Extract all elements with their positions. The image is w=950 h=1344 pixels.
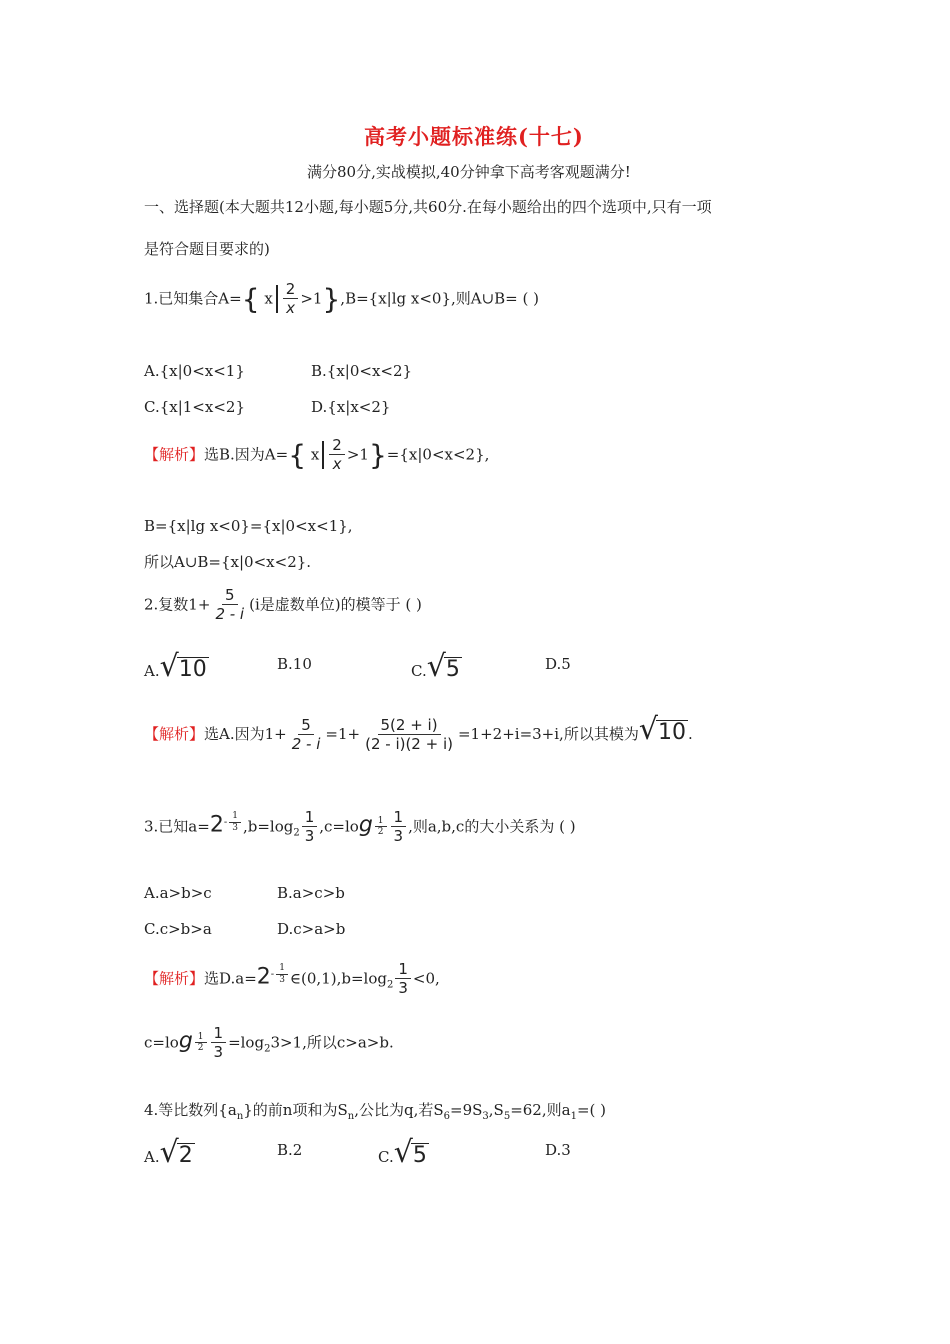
q1-option-a: A.{x|0<x<1} <box>144 362 245 380</box>
q3-solution-c-sub: 2 <box>264 1043 271 1055</box>
q4-option-c <box>378 1135 429 1170</box>
q4-sub-n: n <box>347 1111 355 1122</box>
q3-exp-num: 1 <box>276 963 288 975</box>
q2-solution <box>144 712 693 754</box>
q2-solution-fraction1 <box>289 716 324 755</box>
q3-solution-c-rest: =log <box>228 1033 265 1052</box>
q1-option-b: B.{x|0<x<2} <box>311 362 413 380</box>
q2-frac2-num: 5(2 + i) <box>378 716 441 735</box>
sqrt-icon: √ 5 <box>393 1135 427 1170</box>
q2-frac-den: 2 - i <box>291 734 321 753</box>
q4-option-a-value: 2 <box>178 1142 193 1168</box>
q1-gt: >1 <box>346 445 369 464</box>
q4-text-1: 4.等比数列{a <box>144 1101 237 1119</box>
q4-text-6: =62,则a <box>510 1101 571 1119</box>
q3-solution-c-prefix: c=lo <box>144 1033 179 1052</box>
q4-text-5: ,S <box>488 1101 504 1119</box>
q1-solution-line3: 所以A∪B={x|0<x<2}. <box>144 553 312 571</box>
q2-option-c <box>411 649 462 684</box>
q2-frac-den: 2 - i <box>215 605 245 623</box>
q2-option-a-label: A. <box>144 662 160 680</box>
q4-option-c-value: 5 <box>412 1142 427 1168</box>
q1-solution-a: 选B.因为A= <box>204 445 289 464</box>
q1-rest: ,B={x|lg x<0},则A∪B= ( ) <box>340 289 539 308</box>
question-1-stem <box>144 280 539 319</box>
q3-c-frac-num: 1 <box>391 808 407 827</box>
q4-text-3: ,公比为q,若S <box>354 1101 444 1119</box>
q4-sub-n: n <box>236 1111 244 1122</box>
q3-rest: ,则a,b,c的大小关系为 ( ) <box>408 817 576 836</box>
sqrt-icon: √ 5 <box>426 649 460 684</box>
q3-c-frac-den: 3 <box>393 827 404 845</box>
q4-text-4: =9S <box>450 1101 483 1119</box>
page-title: 高考小题标准练(十七) <box>364 124 584 149</box>
q1-solution-line2: B={x|lg x<0}={x|0<x<1}, <box>144 517 353 535</box>
q3-b-sub: 2 <box>386 979 394 991</box>
q4-option-d: D.3 <box>545 1141 571 1159</box>
q3-solution-b-fraction <box>395 960 411 999</box>
q4-option-c-label: C. <box>378 1148 394 1166</box>
q3-b-frac-num: 1 <box>302 808 318 827</box>
q2-fraction <box>212 586 247 625</box>
q2-solution-eq: =1+ <box>325 725 361 743</box>
q3-exp-den: 3 <box>279 974 285 985</box>
q3-b-fraction <box>302 808 318 847</box>
q3-b-part: ,b=log <box>242 817 294 836</box>
section-instructions-line2: 是符合题目要求的) <box>144 240 270 258</box>
q4-option-a <box>144 1135 195 1170</box>
q3-solution-a: 选D.a= <box>204 969 257 988</box>
q3-exponent: - 1 3 <box>271 969 290 980</box>
q2-solution-rest: =1+2+i=3+i,所以其模为 <box>457 725 639 743</box>
q3-option-c: C.c>b>a <box>144 920 212 938</box>
section-instructions-line1: 一、选择题(本大题共12小题,每小题5分,共60分.在每小题给出的四个选项中,只有一项 <box>144 198 712 216</box>
q2-frac-num: 5 <box>222 586 238 605</box>
right-brace: } <box>368 438 387 472</box>
q3-base: 2 <box>209 812 224 838</box>
q1-set-var: x <box>264 289 273 308</box>
q1-solution-line1 <box>144 436 489 475</box>
q4-sub-1: 1 <box>570 1111 577 1122</box>
q1-prefix: 1.已知集合A= <box>144 289 242 308</box>
q3-option-d: D.c>a>b <box>277 920 346 938</box>
q2-option-b: B.10 <box>277 655 312 673</box>
q4-option-a-label: A. <box>144 1148 160 1166</box>
q3-c-sub-den: 2 <box>377 827 384 838</box>
q3-c-g: g <box>178 1028 193 1054</box>
q3-c-sub-num: 1 <box>195 1032 207 1044</box>
q3-c-frac-den: 3 <box>213 1043 224 1061</box>
q2-solution-fraction2 <box>362 716 456 755</box>
q2-option-d: D.5 <box>545 655 571 673</box>
q3-b-frac-den: 3 <box>398 979 408 997</box>
q3-c-part: ,c=lo <box>319 817 359 836</box>
q2-option-c-label: C. <box>411 662 427 680</box>
q4-sub-5: 5 <box>503 1111 511 1122</box>
q1-frac-den: x <box>332 455 342 473</box>
q3-b-sub: 2 <box>293 827 300 839</box>
q1-set-var: x <box>310 445 320 464</box>
sqrt-icon: √ 10 <box>159 649 207 684</box>
q3-solution-c-fraction <box>211 1024 227 1063</box>
set-bar <box>322 441 324 469</box>
q2-frac-num: 5 <box>298 716 314 735</box>
q3-base: 2 <box>256 964 271 990</box>
q3-exp-num: 1 <box>229 811 241 823</box>
q3-prefix: 3.已知a= <box>144 817 210 836</box>
subtitle: 满分80分,实战模拟,40分钟拿下高考客观题满分! <box>307 163 631 181</box>
q4-option-b: B.2 <box>277 1141 303 1159</box>
q1-fraction <box>283 280 299 319</box>
q3-c-sub-num: 1 <box>375 816 387 828</box>
question-3-stem <box>144 808 576 847</box>
q2-prefix: 2.复数1+ <box>144 595 211 614</box>
q2-solution-a: 选A.因为1+ <box>204 725 287 743</box>
q3-c-subscript <box>195 1032 207 1055</box>
q3-c-frac-num: 1 <box>211 1024 227 1043</box>
q1-option-c: C.{x|1<x<2} <box>144 398 245 416</box>
q3-c-subscript <box>375 816 387 839</box>
q1-option-d: D.{x|x<2} <box>311 398 391 416</box>
q1-solution-a-rest: ={x|0<x<2}, <box>386 445 490 464</box>
q3-c-sub-den: 2 <box>197 1043 204 1054</box>
q2-solution-end: . <box>687 725 693 743</box>
q3-solution-end1: <0, <box>412 969 440 988</box>
sqrt-icon: √ 2 <box>159 1135 193 1170</box>
q3-exponent: - 1 3 <box>224 817 243 828</box>
q2-option-a <box>144 649 209 684</box>
q2-rest: (i是虚数单位)的模等于 ( ) <box>249 595 422 614</box>
q3-b-frac-den: 3 <box>304 827 315 845</box>
left-brace: { <box>288 438 307 472</box>
q1-frac-den: x <box>286 299 296 317</box>
q1-gt: >1 <box>300 289 323 308</box>
q3-exp-den: 3 <box>232 822 238 833</box>
q2-frac2-den: (2 - i)(2 + i) <box>365 734 453 753</box>
q4-text-2: }的前n项和为S <box>243 1101 348 1119</box>
q2-option-a-value: 10 <box>178 656 207 682</box>
q1-frac-num: 2 <box>283 280 299 299</box>
q3-c-g: g <box>358 812 373 838</box>
question-4-stem <box>144 1101 606 1123</box>
question-2-stem <box>144 586 422 625</box>
left-brace: { <box>241 282 260 316</box>
q3-solution-line2 <box>144 1024 394 1063</box>
right-brace: } <box>322 282 341 316</box>
q3-c-fraction <box>391 808 407 847</box>
q1-frac-num: 2 <box>329 436 345 455</box>
q2-option-c-value: 5 <box>445 656 460 682</box>
q3-option-b: B.a>c>b <box>277 884 345 902</box>
q4-text-7: =( ) <box>576 1101 606 1119</box>
q4-sub-3: 3 <box>482 1111 489 1122</box>
q3-option-a: A.a>b>c <box>144 884 212 902</box>
q3-solution-line1 <box>144 960 440 999</box>
q3-solution-c-end: 3>1,所以c>a>b. <box>270 1033 394 1052</box>
q4-sub-6: 6 <box>443 1111 450 1122</box>
q2-solution-sqrt: 10 <box>657 719 686 745</box>
set-bar <box>276 285 278 313</box>
solution-tag: 【解析】 <box>144 969 205 988</box>
q3-b-frac-num: 1 <box>395 960 411 979</box>
q3-solution-mid: ∈(0,1),b=log <box>289 969 387 988</box>
q1-solution-fraction <box>329 436 345 475</box>
solution-tag: 【解析】 <box>144 445 205 464</box>
solution-tag: 【解析】 <box>144 725 205 743</box>
sqrt-icon: √ 10 <box>638 712 686 747</box>
